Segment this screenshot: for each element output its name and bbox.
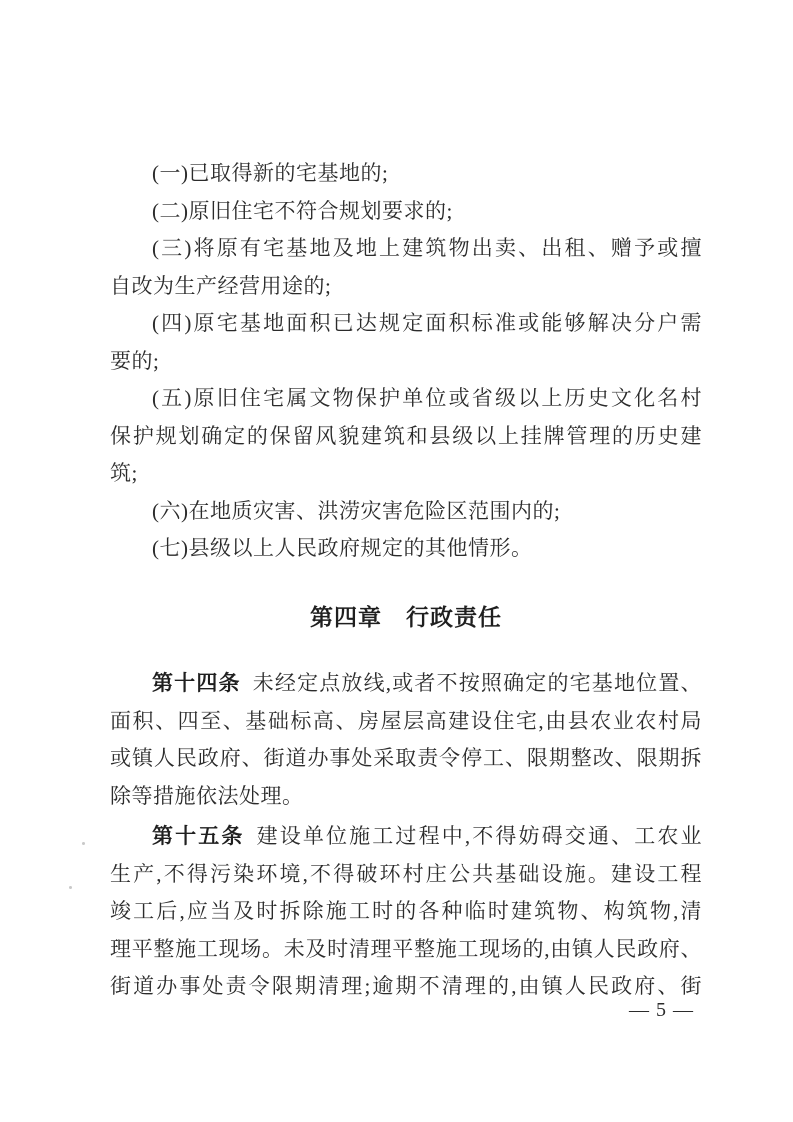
text-line: 第十五条 建设单位施工过程中,不得妨碍交通、工农业 — [152, 824, 703, 848]
text-line: 面积、四至、基础标高、房屋层高建设住宅,由县农业农村局 — [110, 708, 702, 733]
text-line: 第十四条 未经定点放线,或者不按照确定的宅基地位置、 — [152, 671, 703, 695]
text-line: 筑; — [110, 461, 138, 485]
text-line: 街道办事处责令限期清理;逾期不清理的,由镇人民政府、街 — [110, 974, 702, 998]
text-line: (四)原宅基地面积已达规定面积标准或能够解决分户需 — [152, 311, 702, 335]
scan-artifact-dot — [82, 842, 85, 845]
text-line: (二)原旧住宅不符合规划要求的; — [152, 198, 453, 223]
text-line: 自改为生产经营用途的; — [110, 273, 332, 298]
article-number: 第十四条 — [152, 671, 241, 695]
text-line: 理平整施工现场。未及时清理平整施工现场的,由镇人民政府、 — [110, 936, 702, 961]
text-line: 或镇人民政府、街道办事处采取责令停工、限期整改、限期拆 — [110, 746, 702, 770]
text-line: (三)将原有宅基地及地上建筑物出卖、出租、赠予或擅 — [152, 236, 702, 260]
article-15 — [110, 818, 702, 1006]
text-line: (六)在地质灾害、洪涝灾害危险区范围内的; — [152, 498, 561, 523]
scan-artifact-dot — [69, 886, 72, 889]
clause-list — [110, 155, 702, 568]
text-line: 竣工后,应当及时拆除施工时的各种临时建筑物、构筑物,清 — [110, 899, 702, 923]
text-line: 要的; — [110, 348, 160, 373]
text-line: (五)原旧住宅属文物保护单位或省级以上历史文化名村 — [152, 386, 702, 410]
text-line: 除等措施依法处理。 — [110, 783, 304, 808]
page-number: — 5 — — [629, 999, 694, 1021]
text-line: 生产,不得污染环境,不得破环村庄公共基础设施。建设工程 — [110, 861, 702, 886]
article-number: 第十五条 — [152, 824, 245, 848]
chapter-heading: 第四章 行政责任 — [310, 605, 502, 630]
text-line: (一)已取得新的宅基地的; — [152, 161, 389, 185]
article-14 — [110, 665, 702, 815]
text-line: 保护规划确定的保留风貌建筑和县级以上挂牌管理的历史建 — [110, 423, 702, 448]
text-line: (七)县级以上人民政府规定的其他情形。 — [152, 536, 533, 560]
